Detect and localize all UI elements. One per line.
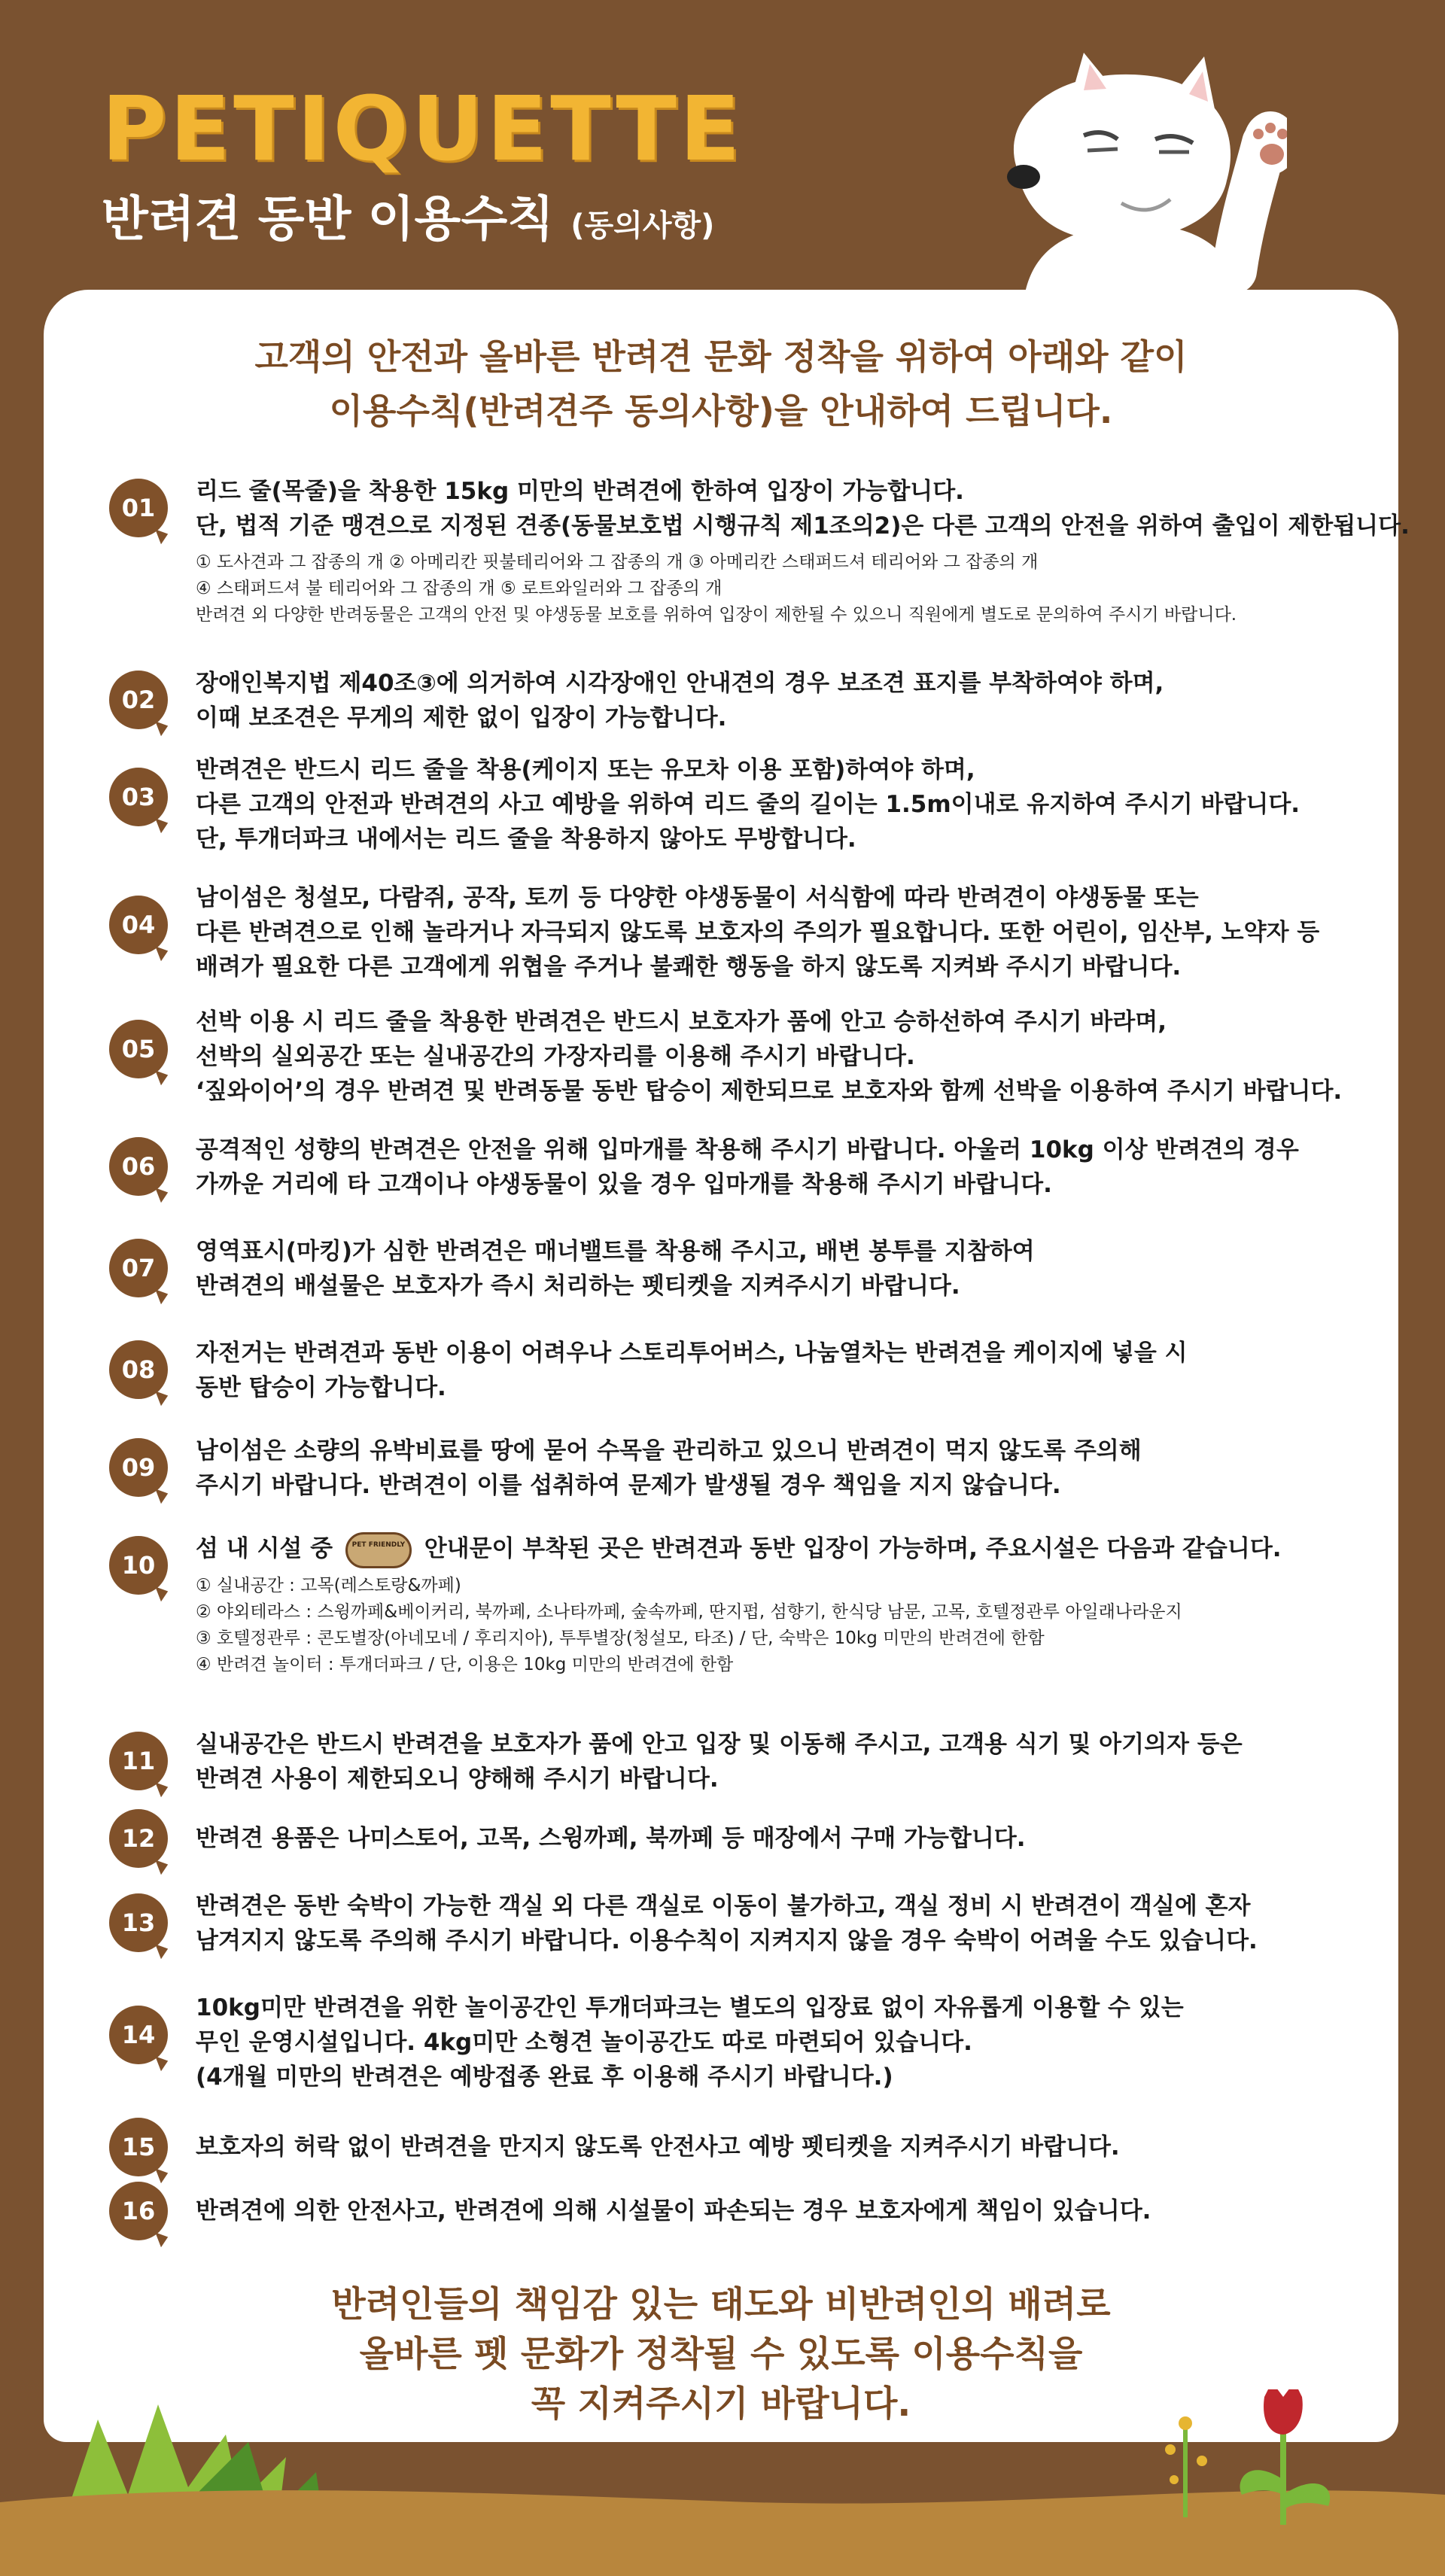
number-badge: 07 xyxy=(109,1239,168,1297)
rule-line: 10kg미만 반려견을 위한 놀이공간인 투개더파크는 별도의 입장료 없이 자유롭게 이용할 수 있는 xyxy=(196,1994,1184,2021)
number-badge: 05 xyxy=(109,1020,168,1078)
rule-line: 보호자의 허락 없이 반려견을 만지지 않도록 안전사고 예방 펫티켓을 지켜주시기 바랍니다. xyxy=(196,2133,1120,2161)
rule-note: ① 도사견과 그 잡종의 개 ② 아메리칸 핏불테리어와 그 잡종의 개 ③ 아메리칸 스태퍼드셔 테리어와 그 잡종의 개 xyxy=(196,552,1039,572)
rule-note: ④ 스태퍼드셔 불 테리어와 그 잡종의 개 ⑤ 로트와일러와 그 잡종의 개 xyxy=(196,579,722,598)
ground-illustration xyxy=(0,2389,1445,2576)
title-main: 반려견 동반 이용수칙 xyxy=(102,192,554,248)
page-title xyxy=(102,181,714,250)
closing-line-2: 올바른 펫 문화가 정착될 수 있도록 이용수칙을 xyxy=(359,2334,1083,2375)
rule-line: 남이섬은 소량의 유박비료를 땅에 묻어 수목을 관리하고 있으니 반려견이 먹지 않도록 주의해 xyxy=(196,1437,1142,1464)
number-badge: 02 xyxy=(109,671,168,729)
rule-line: 반려견은 동반 숙박이 가능한 객실 외 다른 객실로 이동이 불가하고, 객실 정비 시 반려견이 객실에 혼자 xyxy=(196,1893,1251,1920)
rule-line: 단, 투개더파크 내에서는 리드 줄을 착용하지 않아도 무방합니다. xyxy=(196,826,856,853)
rule-line: 장애인복지법 제40조③에 의거하여 시각장애인 안내견의 경우 보조견 표지를 부착하여야 하며, xyxy=(196,670,1164,697)
rule-note: ④ 반려견 놀이터 : 투개더파크 / 단, 이용은 10kg 미만의 반려견에 한함 xyxy=(196,1654,734,1674)
number-badge: 08 xyxy=(109,1340,168,1399)
number-badge: 14 xyxy=(109,2006,168,2064)
rule-line: (4개월 미만의 반려견은 예방접종 완료 후 이용해 주시기 바랍니다.) xyxy=(196,2064,893,2091)
dog-mascot-illustration xyxy=(971,23,1287,301)
rule-line: 단, 법적 기준 맹견으로 지정된 견종(동물보호법 시행규칙 제1조의2)은 다른 고객의 안전을 위하여 출입이 제한됩니다. xyxy=(196,512,1410,540)
rule-text-post: 안내문이 부착된 곳은 반려견과 동반 입장이 가능하며, 주요시설은 다음과 같습니다. xyxy=(424,1535,1282,1562)
rule-line: 선박의 실외공간 또는 실내공간의 가장자리를 이용해 주시기 바랍니다. xyxy=(196,1043,915,1070)
rule-note: ② 야외테라스 : 스윙까페&베이커리, 북까페, 소나타까페, 숲속까페, 딴지펍, 섬향기, 한식당 남문, 고목, 호텔정관루 아일래나라운지 xyxy=(196,1601,1182,1622)
closing-line-1: 반려인들의 책임감 있는 태도와 비반려인의 배려로 xyxy=(331,2284,1111,2325)
intro-text xyxy=(44,330,1398,438)
rule-line: 선박 이용 시 리드 줄을 착용한 반려견은 반드시 보호자가 품에 안고 승하선하여 주시기 바라며, xyxy=(196,1008,1167,1036)
rule-line: 다른 반려견으로 인해 놀라거나 자극되지 않도록 보호자의 주의가 필요합니다. 또한 어린이, 임산부, 노약자 등 xyxy=(196,919,1320,946)
rule-line: 다른 고객의 안전과 반려견의 사고 예방을 위하여 리드 줄의 길이는 1.5m이내로 유지하여 주시기 바랍니다. xyxy=(196,791,1300,818)
rule-note: 반려견 외 다양한 반려동물은 고객의 안전 및 야생동물 보호를 위하여 입장이 제한될 수 있으니 직원에게 별도로 문의하여 주시기 바랍니다. xyxy=(196,605,1237,625)
brand-logo: PETIQUETTE xyxy=(102,77,744,181)
number-badge: 04 xyxy=(109,896,168,954)
rule-line: 남이섬은 청설모, 다람쥐, 공작, 토끼 등 다양한 야생동물이 서식함에 따라 반려견이 야생동물 또는 xyxy=(196,884,1199,911)
intro-line-1: 고객의 안전과 올바른 반려견 문화 정착을 위하여 아래와 같이 xyxy=(254,336,1188,377)
rule-line: 무인 운영시설입니다. 4kg미만 소형견 놀이공간도 따로 마련되어 있습니다. xyxy=(196,2029,972,2056)
rule-line: 이때 보조견은 무게의 제한 없이 입장이 가능합니다. xyxy=(196,704,727,731)
rule-line: 자전거는 반려견과 동반 이용이 어려우나 스토리투어버스, 나눔열차는 반려견을 케이지에 넣을 시 xyxy=(196,1340,1188,1367)
rule-line: 주시기 바랍니다. 반려견이 이를 섭취하여 문제가 발생될 경우 책임을 지지 않습니다. xyxy=(196,1472,1061,1499)
rule-line: 영역표시(마킹)가 심한 반려견은 매너밸트를 착용해 주시고, 배변 봉투를 지참하여 xyxy=(196,1238,1035,1265)
intro-line-2: 이용수칙(반려견주 동의사항)을 안내하여 드립니다. xyxy=(329,391,1113,431)
rule-line: 반려견에 의한 안전사고, 반려견에 의해 시설물이 파손되는 경우 보호자에게 책임이 있습니다. xyxy=(196,2197,1151,2225)
rule-line: 반려견 용품은 나미스토어, 고목, 스윙까페, 북까페 등 매장에서 구매 가능합니다. xyxy=(196,1825,1026,1852)
pet-friendly-icon: PET FRIENDLY xyxy=(345,1532,412,1568)
number-badge: 10 xyxy=(109,1536,168,1595)
rule-line: 반려견은 반드시 리드 줄을 착용(케이지 또는 유모차 이용 포함)하여야 하며, xyxy=(196,756,975,783)
closing-line-3: 꼭 지켜주시기 바랍니다. xyxy=(531,2383,911,2425)
number-badge: 06 xyxy=(109,1137,168,1196)
rule-line: 남겨지지 않도록 주의해 주시기 바랍니다. 이용수칙이 지켜지지 않을 경우 숙박이 어려울 수도 있습니다. xyxy=(196,1927,1258,1954)
rule-line: ‘짚와이어’의 경우 반려견 및 반려동물 동반 탑승이 제한되므로 보호자와 함께 선박을 이용하여 주시기 바랍니다. xyxy=(196,1078,1343,1105)
number-badge: 01 xyxy=(109,479,168,537)
number-badge: 03 xyxy=(109,768,168,826)
rule-line: 동반 탑승이 가능합니다. xyxy=(196,1374,446,1401)
rule-line: 배려가 필요한 다른 고객에게 위협을 주거나 불쾌한 행동을 하지 않도록 지켜봐 주시기 바랍니다. xyxy=(196,953,1182,981)
number-badge: 16 xyxy=(109,2182,168,2240)
rule-line xyxy=(196,1531,1415,1568)
rule-line: 리드 줄(목줄)을 착용한 15kg 미만의 반려견에 한하여 입장이 가능합니다. xyxy=(196,478,964,505)
rule-line: 반려견의 배설물은 보호자가 즉시 처리하는 펫티켓을 지켜주시기 바랍니다. xyxy=(196,1273,960,1300)
rule-line: 공격적인 성향의 반려견은 안전을 위해 입마개를 착용해 주시기 바랍니다. 아울러 10kg 이상 반려견의 경우 xyxy=(196,1136,1299,1163)
rule-note: ③ 호텔정관루 : 콘도별장(아네모네 / 후리지아), 투투별장(청설모, 타조) / 단, 숙박은 10kg 미만의 반려견에 한함 xyxy=(196,1628,1045,1648)
rule-line: 가까운 거리에 타 고객이나 야생동물이 있을 경우 입마개를 착용해 주시기 바랍니다. xyxy=(196,1171,1052,1198)
number-badge: 15 xyxy=(109,2118,168,2176)
number-badge: 12 xyxy=(109,1809,168,1868)
number-badge: 11 xyxy=(109,1732,168,1790)
number-badge: 09 xyxy=(109,1438,168,1497)
rule-line: 실내공간은 반드시 반려견을 보호자가 품에 안고 입장 및 이동해 주시고, 고객용 식기 및 아기의자 등은 xyxy=(196,1731,1243,1758)
number-badge: 13 xyxy=(109,1893,168,1952)
title-sub: (동의사항) xyxy=(570,208,715,243)
rule-note: ① 실내공간 : 고목(레스토랑&까페) xyxy=(196,1575,461,1595)
rule-text-pre: 섬 내 시설 중 xyxy=(196,1535,333,1562)
rule-line: 반려견 사용이 제한되오니 양해해 주시기 바랍니다. xyxy=(196,1765,719,1793)
